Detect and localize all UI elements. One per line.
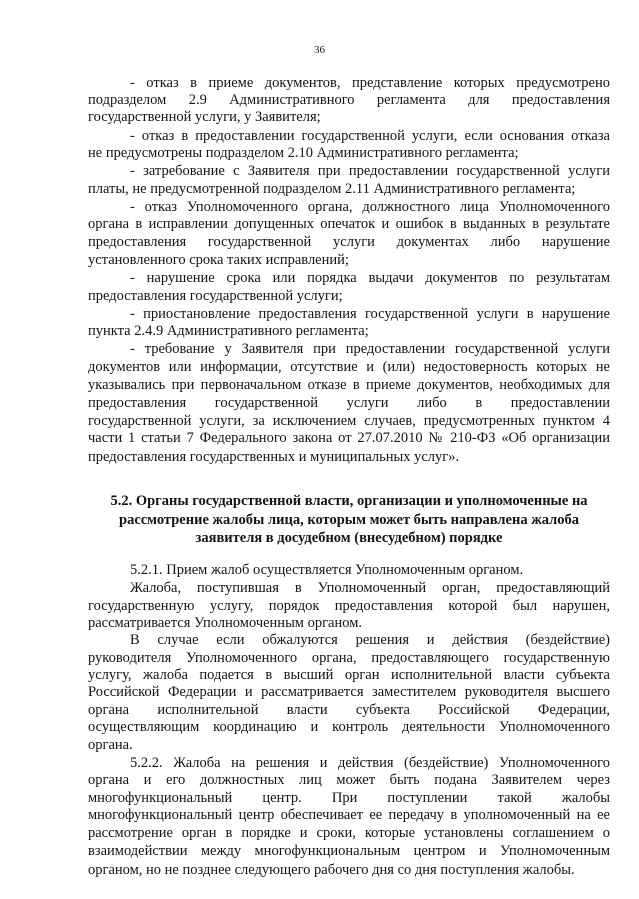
text-line: - приостановление предоставления государственной услуги в нарушение [130, 306, 610, 322]
text-line: услугу, жалоба подается в высший орган исполнительной власти субъекта [88, 667, 610, 683]
section-heading-line: рассмотрение жалобы лица, которым может быть направлена жалоба [119, 512, 579, 528]
text-line: указывались при первоначальном отказе в приеме документов, необходимых для [88, 377, 610, 393]
section-heading-line: заявителя в досудебном (внесудебном) порядке [195, 530, 503, 546]
text-line: 5.2.1. Прием жалоб осуществляется Уполномоченным органом. [130, 562, 524, 578]
text-line: предоставления государственных и муниципальных услуг». [88, 449, 460, 465]
text-line: подразделом 2.9 Административного регламента для предоставления [88, 92, 610, 108]
text-line: органа и его должностных лиц может быть подана Заявителем через [88, 772, 610, 788]
text-line: многофункциональный центр. При поступлении такой жалобы [88, 790, 610, 806]
text-line: - затребование с Заявителя при предоставлении государственной услуги [130, 163, 610, 179]
text-line: Жалоба, поступившая в Уполномоченный орган, предоставляющий [130, 580, 610, 596]
text-line: органа в исправлении допущенных опечаток и ошибок в выданных в результате [88, 216, 610, 232]
text-line: многофункциональный центр обеспечивает ее передачу в уполномоченный на ее [88, 807, 610, 823]
text-line: части 1 статьи 7 Федерального закона от 27.07.2010 № 210-ФЗ «Об организации [88, 430, 610, 446]
text-line: предоставления государственной услуги документах либо нарушение [88, 234, 610, 250]
text-line: - отказ в приеме документов, представление которых предусмотрено [130, 75, 610, 91]
text-line: пункта 2.4.9 Административного регламента; [88, 323, 369, 339]
text-line: рассмотрение орган в порядке и сроки, которые установлены соглашением о [88, 825, 610, 841]
text-line: не предусмотрены подразделом 2.10 Административного регламента; [88, 145, 519, 161]
text-line: - нарушение срока или порядка выдачи документов по результатам [130, 270, 610, 286]
text-line: органа исполнительной власти субъекта Российской Федерации, [88, 702, 610, 718]
text-line: 5.2.2. Жалоба на решения и действия (бездействие) Уполномоченного [130, 755, 610, 771]
text-line: - отказ Уполномоченного органа, должностного лица Уполномоченного [130, 199, 610, 215]
text-line: установленного срока таких исправлений; [88, 252, 349, 268]
section-heading-line: 5.2. Органы государственной власти, организации и уполномоченные на [110, 493, 588, 509]
text-line: предоставления государственной услуги; [88, 288, 343, 304]
text-line: органа. [88, 737, 133, 753]
text-line: платы, не предусмотренной подразделом 2.11 Административного регламента; [88, 181, 576, 197]
text-line: государственную услугу, порядок предоставления которой был нарушен, [88, 598, 610, 614]
text-line: - отказ в предоставлении государственной услуги, если основания отказа [130, 128, 610, 144]
text-line: государственной услуги, у Заявителя; [88, 109, 321, 125]
text-line: руководителя Уполномоченного органа, предоставляющего государственную [88, 650, 610, 666]
text-line: государственной услуги, за исключением случаев, предусмотренных пунктом 4 [88, 413, 610, 429]
text-line: документов или информации, отсутствие и (или) недостоверность которых не [88, 359, 610, 375]
text-line: органом, но не позднее следующего рабочего дня со дня поступления жалобы. [88, 862, 575, 878]
text-line: рассматривается Уполномоченным органом. [88, 615, 363, 631]
text-line: - требование у Заявителя при предоставлении государственной услуги [130, 341, 610, 357]
page-number: 36 [314, 44, 325, 56]
text-line: Российской Федерации и рассматривается заместителем руководителя высшего [88, 684, 610, 700]
text-line: осуществляющим координацию и контроль деятельности Уполномоченного [88, 719, 610, 735]
text-line: взаимодействии между многофункциональным центром и Уполномоченным [88, 843, 610, 859]
text-line: предоставления государственной услуги либо в предоставлении [88, 395, 610, 411]
text-line: В случае если обжалуются решения и действия (бездействие) [130, 632, 610, 648]
